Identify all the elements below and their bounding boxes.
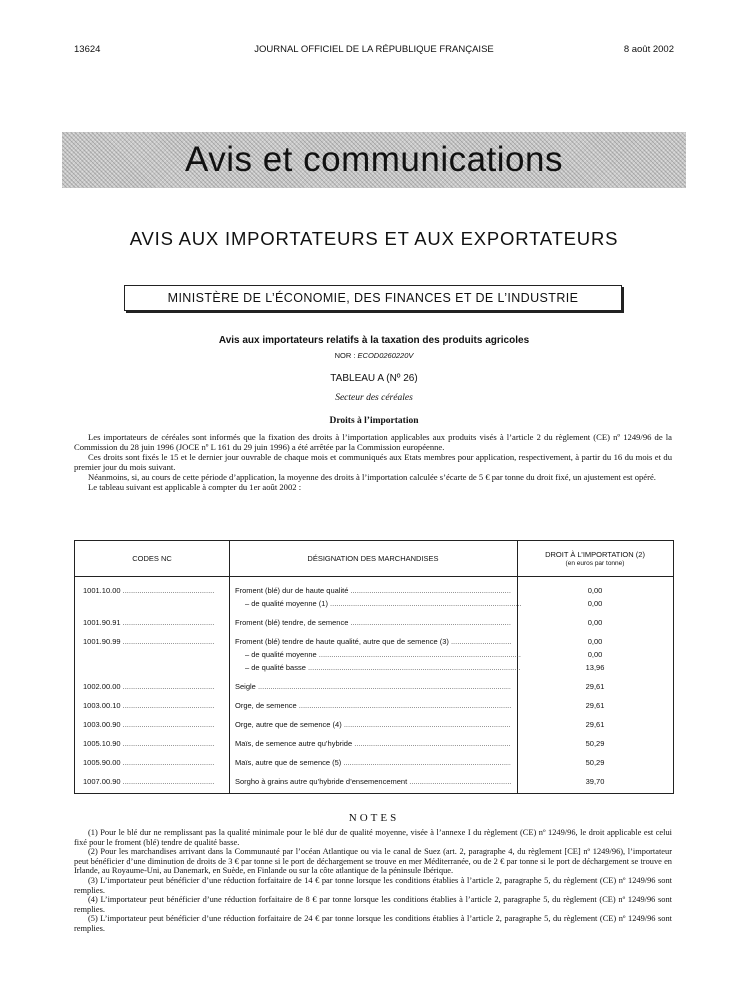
table-row	[75, 662, 673, 674]
nc-code: 1007.00.90 .....	[83, 776, 215, 788]
nor-label: NOR :	[334, 351, 356, 360]
nc-code: 1001.90.91 .....	[83, 617, 215, 629]
journal-title: JOURNAL OFFICIEL DE LA RÉPUBLIQUE FRANÇAISE	[254, 44, 494, 55]
duty-value: 29,61	[585, 720, 605, 729]
table-row	[75, 700, 673, 712]
notes-title: NOTES	[348, 812, 400, 824]
page-header	[74, 44, 674, 58]
note: (1) Pour le blé dur ne remplissant pas la qualité minimale pour le blé dur de qualité moyenne, visée à l’annexe I du règlement (CE) nº 1249/96, le droit applicable est celui fixé pour le froment (blé) tendre de qualité basse.	[74, 828, 672, 847]
nc-code: 1001.10.00 .....	[83, 585, 215, 597]
duty-value: 0,00	[587, 650, 603, 659]
notice-title: Avis aux importateurs relatifs à la taxation des produits agricoles	[218, 335, 530, 346]
note: (5) L’importateur peut bénéficier d’une réduction forfaitaire de 24 € par tonne lorsque les conditions établies à l’article 2, paragraphe 5, du règlement (CE) nº 1249/96 sont remplies.	[74, 914, 672, 933]
designation: Maïs, de semence autre qu’hybride .....	[235, 738, 511, 750]
table-label: TABLEAU A (Nº 26)	[330, 373, 418, 384]
banner-title: Avis et communications	[184, 140, 563, 179]
note: (2) Pour les marchandises arrivant dans la Communauté par l’océan Atlantique ou via le canal de Suez (art. 2, paragraphe 4, du règlement [CE] nº 1249/96), l’importateur peut bénéficier d’une diminution de droits de 3 € par tonne si le port de déchargement se trouve en mer Méditerranée, ou de 2 € par tonne si le port de déchargement se trouve en Irlande, au Royaume-Uni, au Danemark, en Suède, en Finlande ou sur la côte atlantique de la péninsule Ibérique.	[74, 847, 672, 876]
table-row	[75, 776, 673, 788]
table-row	[75, 719, 673, 731]
ministry-box: MINISTÈRE DE L’ÉCONOMIE, DES FINANCES ET DE L’INDUSTRIE	[124, 285, 622, 311]
intro-paragraph: Le tableau suivant est applicable à compter du 1er août 2002 :	[88, 482, 302, 492]
designation: – de qualité moyenne .....	[245, 649, 521, 661]
nc-code: 1005.90.00 .....	[83, 757, 215, 769]
header-droit	[517, 541, 673, 576]
header-droit-unit: (en euros par tonne)	[565, 559, 625, 567]
duty-value: 39,70	[585, 777, 605, 786]
page-number: 13624	[74, 44, 101, 55]
note: (4) L’importateur peut bénéficier d’une réduction forfaitaire de 8 € par tonne lorsque les conditions établies à l’article 2, paragraphe 5, du règlement (CE) nº 1249/96 sont remplies.	[74, 895, 672, 914]
table-row	[75, 617, 673, 629]
designation: Froment (blé) tendre de haute qualité, autre que de semence (3) .....	[235, 636, 511, 648]
section-banner	[62, 132, 686, 188]
section-title: AVIS AUX IMPORTATEURS ET AUX EXPORTATEURS	[129, 228, 619, 249]
designation: Orge, autre que de semence (4) .....	[235, 719, 511, 731]
table-row	[75, 598, 673, 610]
table-row	[75, 649, 673, 661]
duties-table	[74, 540, 674, 794]
duty-value: 0,00	[587, 618, 603, 627]
header-designation: DÉSIGNATION DES MARCHANDISES	[307, 554, 439, 563]
table-row	[75, 636, 673, 648]
nc-code: 1002.00.00 .....	[83, 681, 215, 693]
header-droit-label: DROIT À L’IMPORTATION (2)	[545, 549, 645, 559]
duty-value: 0,00	[587, 586, 603, 595]
duty-value: 50,29	[585, 758, 605, 767]
note: (3) L’importateur peut bénéficier d’une réduction forfaitaire de 14 € par tonne lorsque les conditions établies à l’article 2, paragraphe 5, du règlement (CE) nº 1249/96 sont remplies.	[74, 875, 672, 895]
nc-code: 1003.00.90 .....	[83, 719, 215, 731]
subheading: Droits à l’importation	[329, 416, 419, 426]
designation: Orge, de semence .....	[235, 700, 511, 712]
intro-paragraph: Néanmoins, si, au cours de cette période d’application, la moyenne des droits à l’importation calculée s’écarte de 5 € par tonne du droit fixé, un ajustement est opéré.	[88, 472, 656, 482]
designation: Froment (blé) tendre, de semence .....	[235, 617, 511, 629]
header-divider	[75, 576, 673, 577]
issue-date: 8 août 2002	[623, 44, 674, 55]
duty-value: 50,29	[585, 739, 605, 748]
intro-paragraph: Ces droits sont fixés le 15 et le dernier jour ouvrable de chaque mois et communiqués aux Etats membres pour application, respectivement, à partir du 16 du mois et du premier jour du mois suivant.	[74, 452, 672, 472]
table-row	[75, 757, 673, 769]
designation: – de qualité basse .....	[245, 662, 521, 674]
designation: Seigle .....	[235, 681, 511, 693]
sector-subtitle: Secteur des céréales	[335, 393, 413, 403]
nc-code: 1005.10.90 .....	[83, 738, 215, 750]
nor-reference	[0, 351, 748, 360]
table-row	[75, 681, 673, 693]
duty-value: 13,96	[585, 663, 605, 672]
duty-value: 0,00	[587, 637, 603, 646]
table-row	[75, 738, 673, 750]
designation: Sorgho à grains autre qu’hybride d’ensemencement .....	[235, 776, 511, 788]
nc-code: 1003.00.10 .....	[83, 700, 215, 712]
designation: Froment (blé) dur de haute qualité .....	[235, 585, 511, 597]
intro-text	[74, 432, 672, 492]
header-codes: CODES NC	[132, 554, 172, 563]
nc-code: 1001.90.99 .....	[83, 636, 215, 648]
duty-value: 29,61	[585, 682, 605, 691]
duty-value: 29,61	[585, 701, 605, 710]
duty-value: 0,00	[587, 599, 603, 608]
table-row	[75, 585, 673, 597]
designation: – de qualité moyenne (1) .....	[245, 598, 521, 610]
notes-list	[74, 828, 672, 934]
intro-paragraph: Les importateurs de céréales sont informés que la fixation des droits à l’importation applicables aux produits visés à l’article 2 du règlement (CE) nº 1249/96 de la Commission du 28 juin 1996 (JOCE nº L 161 du 29 juin 1996) a été arrêtée par la Commission européenne.	[74, 432, 672, 452]
designation: Maïs, autre que de semence (5) .....	[235, 757, 511, 769]
nor-code: ECOD0260220V	[357, 351, 414, 360]
